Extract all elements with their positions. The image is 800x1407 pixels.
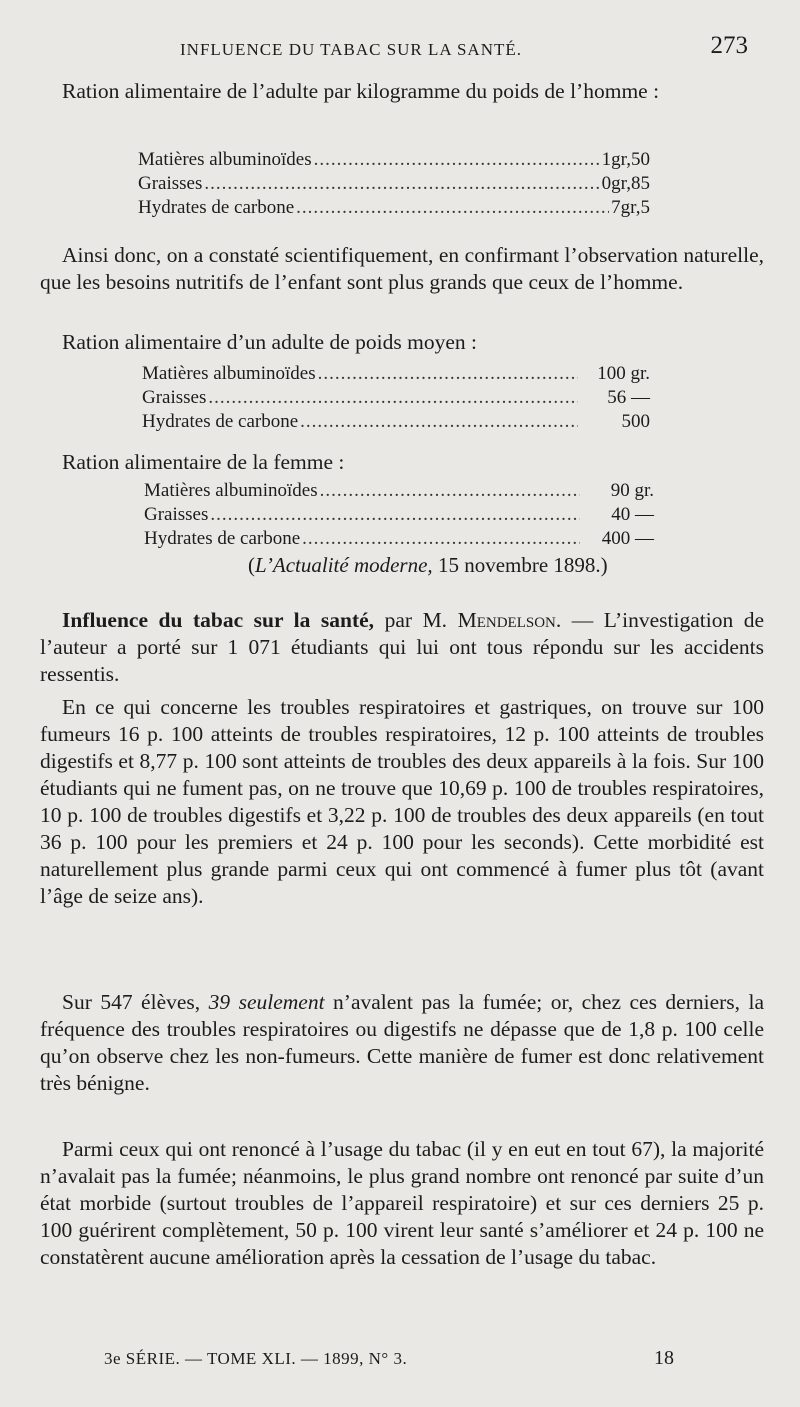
- page-number: 273: [710, 32, 748, 59]
- adult-kg-intro: Ration alimentaire de l’adulte par kilogramme du poids de l’homme :: [62, 79, 660, 103]
- source-citation: [248, 553, 608, 578]
- row-value: 90 gr.: [610, 480, 654, 501]
- row-label: Matières albuminoïdes: [144, 480, 318, 501]
- series-info: 3e SÉRIE. — TOME XLI. — 1899, N° 3.: [104, 1349, 408, 1368]
- row-label: Hydrates de carbone: [142, 411, 299, 432]
- woman-table: [144, 479, 654, 551]
- row-value: 7gr,5: [611, 197, 650, 218]
- table-row: [144, 479, 654, 503]
- open-paren: (: [248, 553, 255, 577]
- adult-mean-intro: Ration alimentaire d’un adulte de poids moyen :: [62, 330, 477, 354]
- row-label: Graisses: [138, 173, 203, 194]
- page-footer: [104, 1347, 674, 1373]
- source-journal: L’Actualité moderne,: [255, 553, 433, 577]
- table-row: [142, 362, 650, 386]
- needs-paragraph: Ainsi donc, on a constaté scientifiquement, en confirmant l’observation naturelle, que les besoins nutritifs de l’enfant sont plus grands que ceux de l’homme.: [40, 243, 764, 294]
- row-label: Matières albuminoïdes: [138, 149, 312, 170]
- signature-mark: 18: [654, 1347, 674, 1369]
- row-value: 1gr,50: [601, 149, 650, 170]
- table-row: [144, 503, 654, 527]
- p3-rest: n’avalent pas la fumée; or, chez ces derniers, la fréquence des troubles respiratoires ou digestifs ne dépasse que de 1,8 p. 100 celle qu’on observe chez les non-fumeurs. Cette manière de fumer est donc relativement très bénigne.: [40, 990, 765, 1095]
- table-row: [144, 527, 654, 551]
- article-paragraph-4: Parmi ceux qui ont renoncé à l’usage du tabac (il y en eut en tout 67), la majorité n’avalait pas la fumée; néanmoins, le plus grand nombre ont renoncé par suite d’un état morbide (surtout troubles de l’appareil respiratoire) et sur ces derniers 25 p. 100 guérirent complètement, 50 p. 100 virent leur santé s’améliorer et 24 p. 100 ne constatèrent aucune amélioration après la cessation de l’usage du tabac.: [40, 1137, 764, 1269]
- table-row: [142, 386, 650, 410]
- woman-intro: Ration alimentaire de la femme :: [62, 450, 345, 474]
- running-header: [40, 30, 760, 62]
- article-paragraph-3: [40, 989, 764, 1097]
- table-row: [142, 410, 650, 434]
- row-label: Graisses: [142, 387, 207, 408]
- source-date: 15 novembre 1898.): [437, 553, 608, 577]
- row-value: 56 —: [607, 387, 650, 408]
- row-label: Matières albuminoïdes: [142, 363, 316, 384]
- table-row: [138, 172, 650, 196]
- row-label: Graisses: [144, 504, 209, 525]
- row-value: 40 —: [611, 504, 654, 525]
- row-value: 500: [621, 411, 650, 432]
- article-intro-paragraph: [40, 607, 764, 688]
- adult-kg-table: [138, 148, 650, 220]
- row-value: 0gr,85: [601, 173, 650, 194]
- row-value: 100 gr.: [597, 363, 650, 384]
- adult-mean-table: [142, 362, 650, 434]
- article-paragraph-2: En ce qui concerne les troubles respiratoires et gastriques, on trouve sur 100 fumeurs 16 p. 100 atteints de troubles respiratoires, 12 p. 100 atteints de troubles digestifs et 8,77 p. 100 sont atteints de troubles des deux appareils à la fois. Sur 100 étudiants qui ne fument pas, on ne trouve que 10,69 p. 100 de troubles respiratoires, 10 p. 100 de troubles digestifs et 3,22 p. 100 de troubles des deux appareils (en tout 36 p. 100 pour les premiers et 24 p. 100 pour les seconds). Cette morbidité est naturellement plus grande parmi ceux qui ont commencé à fumer plus tôt (avant l’âge de seize ans).: [40, 695, 764, 908]
- table-row: [138, 148, 650, 172]
- p3-emphasis: 39 seulement: [208, 990, 325, 1014]
- table-row: [138, 196, 650, 220]
- row-value: 400 —: [601, 528, 654, 549]
- article-lead: — L’investigation de l’auteur a porté sur 1 071 étudiants qui lui ont tous répondu sur les accidents ressentis.: [40, 608, 765, 686]
- p3-start: Sur 547 élèves,: [62, 990, 201, 1014]
- article-author: Mendelson.: [457, 608, 562, 632]
- article-title: Influence du tabac sur la santé,: [62, 608, 375, 632]
- running-title: INFLUENCE DU TABAC SUR LA SANTÉ.: [180, 40, 523, 59]
- row-label: Hydrates de carbone: [138, 197, 295, 218]
- article-by: par M.: [384, 608, 448, 632]
- row-label: Hydrates de carbone: [144, 528, 301, 549]
